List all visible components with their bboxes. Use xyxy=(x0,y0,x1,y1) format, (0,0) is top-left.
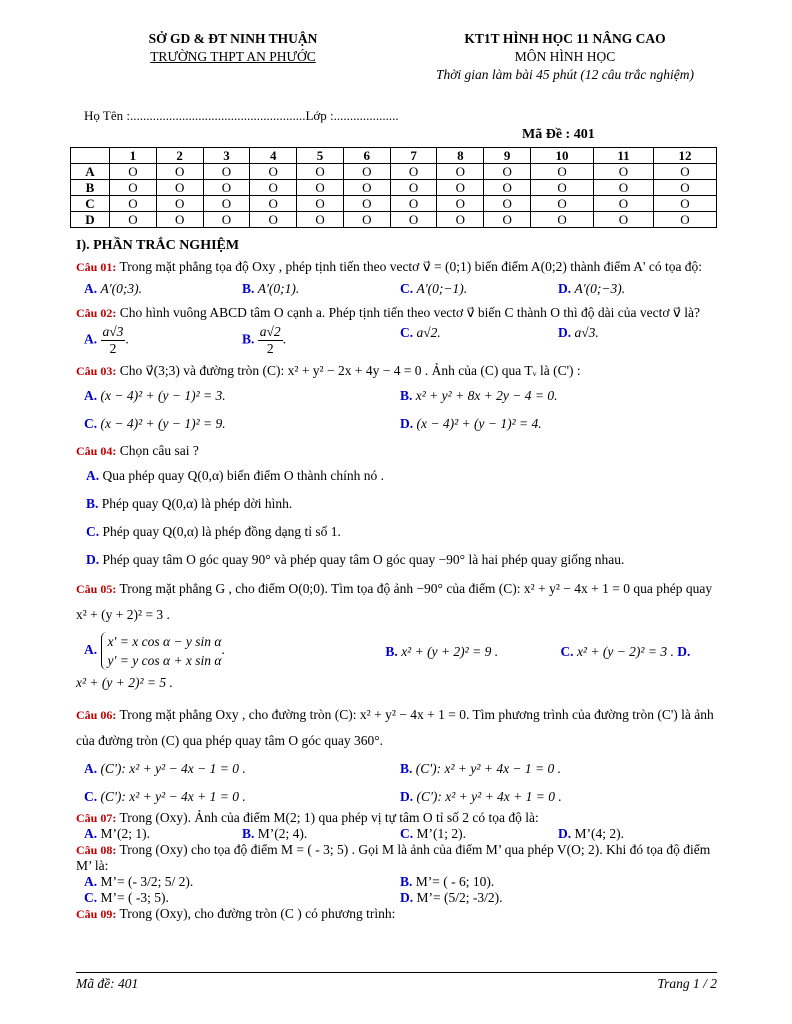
option-d[interactable]: D. (C'): x² + y² + 4x + 1 = 0 . xyxy=(400,789,562,804)
answer-bubble[interactable]: O xyxy=(653,180,716,196)
answer-bubble[interactable]: O xyxy=(484,164,531,180)
answer-bubble[interactable]: O xyxy=(110,196,157,212)
answer-bubble[interactable]: O xyxy=(156,180,203,196)
option-c[interactable]: C. M’(1; 2). xyxy=(400,826,466,841)
question-3 xyxy=(76,360,716,382)
question-6 xyxy=(76,702,716,754)
answer-bubble[interactable]: O xyxy=(156,196,203,212)
option-a[interactable]: A. A'(0;3). xyxy=(84,281,142,296)
question-7 xyxy=(76,810,716,826)
option-text: (x − 4)² + (y − 1)² = 3. xyxy=(100,388,226,403)
answer-bubble[interactable]: O xyxy=(531,212,594,228)
option-b[interactable]: B. M’= ( - 6; 10). xyxy=(400,874,495,889)
fraction xyxy=(258,324,283,357)
answer-bubble[interactable]: O xyxy=(390,212,437,228)
option-b[interactable]: B. $\frac{a√2}{2}$ . xyxy=(242,324,287,356)
option-text: M’(2; 4). xyxy=(257,826,308,841)
col-header: 1 xyxy=(110,148,157,164)
fraction-den: 2 xyxy=(266,341,274,356)
questions-content xyxy=(76,235,716,922)
answer-bubble[interactable]: O xyxy=(594,212,654,228)
option-c[interactable]: C. x² + (y − 2)² = 3 . D. xyxy=(560,643,691,659)
question-2 xyxy=(76,302,716,324)
answer-bubble[interactable]: O xyxy=(156,164,203,180)
fraction xyxy=(101,324,126,357)
answer-bubble[interactable]: O xyxy=(653,164,716,180)
answer-row-d xyxy=(71,212,717,228)
answer-bubble[interactable]: O xyxy=(531,180,594,196)
fraction-den: 2 xyxy=(109,341,117,356)
options-q3-ab xyxy=(76,382,716,410)
question-number: Câu 02: xyxy=(76,306,117,320)
option-text: x² + y² + 8x + 2y − 4 = 0. xyxy=(415,388,558,403)
options-q8-ab xyxy=(76,874,716,890)
option-text: M’(2; 1). xyxy=(100,826,150,841)
exam-title: KT1T HÌNH HỌC 11 NÂNG CAO xyxy=(464,31,666,46)
answer-bubble[interactable]: O xyxy=(437,212,484,228)
answer-bubble[interactable]: O xyxy=(484,196,531,212)
answer-bubble[interactable]: O xyxy=(250,180,297,196)
col-header: 8 xyxy=(437,148,484,164)
option-a[interactable]: A. M’(2; 1). xyxy=(84,826,150,841)
answer-bubble[interactable]: O xyxy=(437,180,484,196)
answer-bubble[interactable]: O xyxy=(437,164,484,180)
answer-bubble[interactable]: O xyxy=(156,212,203,228)
question-text: Cho hình vuông ABCD tâm O cạnh a. Phép tịnh tiến theo vectơ v⃗ biến C thành O thì độ dài của vectơ v⃗ là? xyxy=(116,305,700,320)
options-q2 xyxy=(76,324,716,357)
col-header: 6 xyxy=(343,148,390,164)
question-8 xyxy=(76,842,716,874)
options-q6-ab xyxy=(76,754,716,784)
answer-bubble[interactable]: O xyxy=(203,196,250,212)
question-number: Câu 01: xyxy=(76,260,117,274)
question-1 xyxy=(76,256,716,278)
option-a[interactable]: A. (x − 4)² + (y − 1)² = 3. xyxy=(84,388,226,403)
question-number: Câu 05: xyxy=(76,582,117,596)
option-c[interactable]: C. A'(0;−1). xyxy=(400,281,468,296)
col-header: 10 xyxy=(531,148,594,164)
answer-bubble[interactable]: O xyxy=(653,212,716,228)
answer-bubble[interactable]: O xyxy=(343,180,390,196)
question-text: Trong (Oxy) cho tọa độ điểm M = ( - 3; 5) . Gọi M là ảnh của điểm M’ qua phép V(O; 2). Khi đó tọa độ điểm M’ là: xyxy=(76,842,711,873)
row-label: A xyxy=(71,164,110,180)
option-text: M’= ( - 6; 10). xyxy=(415,874,495,889)
question-5 xyxy=(76,576,716,628)
answer-bubble[interactable]: O xyxy=(250,164,297,180)
option-text: (C'): x² + y² − 4x + 1 = 0 . xyxy=(100,789,246,804)
option-text: A'(0;3). xyxy=(100,281,142,296)
answer-bubble[interactable]: O xyxy=(297,180,344,196)
answer-bubble[interactable]: O xyxy=(594,164,654,180)
options-q8-cd xyxy=(76,890,716,906)
answer-bubble[interactable]: O xyxy=(203,212,250,228)
answer-bubble[interactable]: O xyxy=(390,164,437,180)
answer-bubble[interactable]: O xyxy=(110,212,157,228)
option-b[interactable]: B. x² + (y + 2)² = 9 . xyxy=(385,643,499,659)
corner-cell xyxy=(71,148,110,164)
option-text: M’= (- 3/2; 5/ 2). xyxy=(100,874,194,889)
answer-bubble[interactable]: O xyxy=(594,196,654,212)
option-a[interactable]: A. Qua phép quay Q(0,α) biến điểm O thành chính nó . xyxy=(86,468,385,483)
option-a[interactable]: A. x' = x cos α − y sin α y' = y cos α + x sin α . xyxy=(84,634,225,668)
school-name: TRƯỜNG THPT AN PHƯỚC xyxy=(150,49,316,64)
option-d[interactable] xyxy=(76,670,716,696)
option-text: (C'): x² + y² − 4x − 1 = 0 . xyxy=(100,761,246,776)
option-text: x² + (y − 2)² = 3 . xyxy=(576,643,674,659)
subject-name: MÔN HÌNH HỌC xyxy=(514,49,616,64)
option-d[interactable]: D. a√3. xyxy=(558,325,599,340)
question-number: Câu 04: xyxy=(76,444,117,458)
exam-code: Mã Đề : 401 xyxy=(522,127,595,142)
question-number: Câu 08: xyxy=(76,843,117,857)
option-c[interactable]: C. Phép quay Q(0,α) là phép đồng dạng tỉ số 1. xyxy=(86,524,341,539)
equation-line: x' = x cos α − y sin α xyxy=(107,634,222,649)
col-header: 5 xyxy=(297,148,344,164)
option-text: A'(0;1). xyxy=(257,281,300,296)
answer-bubble[interactable]: O xyxy=(343,212,390,228)
answer-bubble[interactable]: O xyxy=(484,212,531,228)
answer-bubble[interactable]: O xyxy=(297,164,344,180)
row-label: D xyxy=(71,212,110,228)
option-text: a√2. xyxy=(416,325,441,340)
question-text: Chọn câu sai ? xyxy=(116,443,199,458)
question-text: Trong mặt phẳng G , cho điểm O(0;0). Tìm tọa độ ảnh −90° của điểm (C): x² + y² − 4x + 1 = 0 qua phép quay x² + (y + 2)² = 3 . xyxy=(76,581,713,622)
option-b[interactable]: B. Phép quay Q(0,α) là phép dời hình. xyxy=(86,496,293,511)
row-label: C xyxy=(71,196,110,212)
answer-row-a xyxy=(71,164,717,180)
option-b[interactable]: B. A'(0;1). xyxy=(242,281,300,296)
option-text: A'(0;−1). xyxy=(416,281,468,296)
department-name: SỞ GD & ĐT NINH THUẬN xyxy=(148,31,318,46)
student-info-line: Họ Tên :......................................................Lớp :.................... xyxy=(84,108,399,123)
option-d[interactable]: D. A'(0;−3). xyxy=(558,281,626,296)
question-text: Trong (Oxy). Ảnh của điểm M(2; 1) qua phép vị tự tâm O tỉ số 2 có tọa độ là: xyxy=(116,810,539,825)
option-text: (x − 4)² + (y − 1)² = 9. xyxy=(100,416,226,431)
page-footer xyxy=(76,972,717,992)
col-header: 2 xyxy=(156,148,203,164)
answer-bubble[interactable]: O xyxy=(250,212,297,228)
answer-bubble[interactable]: O xyxy=(297,196,344,212)
answer-bubble[interactable]: O xyxy=(343,164,390,180)
answer-bubble[interactable]: O xyxy=(250,196,297,212)
col-header: 12 xyxy=(653,148,716,164)
equation-line: y' = y cos α + x sin α xyxy=(107,653,222,668)
option-d[interactable]: D. M’= (5/2; -3/2). xyxy=(400,890,503,905)
option-text: M’(4; 2). xyxy=(574,826,624,841)
option-d[interactable]: D. (x − 4)² + (y − 1)² = 4. xyxy=(400,416,542,431)
option-text: (x − 4)² + (y − 1)² = 4. xyxy=(416,416,542,431)
row-label: B xyxy=(71,180,110,196)
option-text: x² + (y + 2)² = 5 . xyxy=(76,675,173,690)
answer-bubble[interactable]: O xyxy=(484,180,531,196)
question-number: Câu 09: xyxy=(76,907,117,921)
col-header: 7 xyxy=(390,148,437,164)
header-left xyxy=(108,30,358,66)
section-title: I). PHẦN TRẮC NGHIỆM xyxy=(76,238,240,253)
answer-bubble[interactable]: O xyxy=(531,196,594,212)
col-header: 3 xyxy=(203,148,250,164)
option-c[interactable]: C. (x − 4)² + (y − 1)² = 9. xyxy=(84,416,226,431)
equation-system xyxy=(101,632,222,670)
answer-bubble[interactable]: O xyxy=(203,164,250,180)
option-text: Phép quay Q(0,α) là phép dời hình. xyxy=(101,496,293,511)
answer-bubble[interactable]: O xyxy=(343,196,390,212)
question-9 xyxy=(76,906,716,922)
options-q7 xyxy=(76,826,716,842)
header-right xyxy=(400,30,730,84)
footer-exam-code: Mã đề: 401 xyxy=(76,976,139,991)
option-text: M’(1; 2). xyxy=(416,826,466,841)
answer-bubble[interactable]: O xyxy=(297,212,344,228)
answer-table-header xyxy=(71,148,717,164)
option-b[interactable]: B. M’(2; 4). xyxy=(242,826,308,841)
option-a[interactable]: A. M’= (- 3/2; 5/ 2). xyxy=(84,874,194,889)
option-a[interactable]: A. $\frac{a√3}{2}$ . xyxy=(84,324,129,356)
question-number: Câu 07: xyxy=(76,811,117,825)
answer-row-b xyxy=(71,180,717,196)
answer-bubble[interactable]: O xyxy=(110,164,157,180)
question-text: Trong mặt phẳng tọa độ Oxy , phép tịnh tiến theo vectơ v⃗ = (0;1) biến điểm A(0;2) thành điểm A' có tọa độ: xyxy=(116,259,703,274)
answer-row-c xyxy=(71,196,717,212)
option-text: x² + (y + 2)² = 9 . xyxy=(401,643,499,659)
option-d[interactable]: D. M’(4; 2). xyxy=(558,826,624,841)
answer-bubble[interactable]: O xyxy=(110,180,157,196)
fraction-num: a√3 xyxy=(102,324,124,339)
option-text: Phép quay tâm O góc quay 90° và phép quay tâm O góc quay −90° là hai phép quay giống nhau. xyxy=(102,552,625,567)
option-text: (C'): x² + y² + 4x + 1 = 0 . xyxy=(416,789,562,804)
answer-bubble[interactable]: O xyxy=(437,196,484,212)
options-q3-cd xyxy=(76,410,716,438)
option-text: Phép quay Q(0,α) là phép đồng dạng tỉ số 1. xyxy=(102,524,341,539)
option-c[interactable]: C. (C'): x² + y² − 4x + 1 = 0 . xyxy=(84,789,246,804)
options-q1 xyxy=(76,278,716,299)
question-4 xyxy=(76,440,716,462)
answer-bubble[interactable]: O xyxy=(203,180,250,196)
options-q5 xyxy=(76,632,716,670)
answer-bubble[interactable]: O xyxy=(390,196,437,212)
answer-bubble[interactable]: O xyxy=(653,196,716,212)
option-text: M’= ( -3; 5). xyxy=(100,890,169,905)
option-text: A'(0;−3). xyxy=(574,281,626,296)
exam-time: Thời gian làm bài 45 phút (12 câu trắc nghiệm) xyxy=(435,67,695,82)
question-text: Cho v⃗(3;3) và đường tròn (C): x² + y² − 2x + 4y − 4 = 0 . Ảnh của (C) qua Tᵥ là (C') : xyxy=(116,363,581,378)
answer-table xyxy=(70,147,717,228)
answer-bubble[interactable]: O xyxy=(594,180,654,196)
question-text: Trong (Oxy), cho đường tròn (C ) có phương trình: xyxy=(116,906,396,921)
option-a[interactable]: A. (C'): x² + y² − 4x − 1 = 0 . xyxy=(84,761,246,776)
option-text: (C'): x² + y² + 4x − 1 = 0 . xyxy=(415,761,562,776)
question-text: Trong mặt phẳng Oxy , cho đường tròn (C): x² + y² − 4x + 1 = 0. Tìm phương trình của đường tròn (C') là ảnh của đường tròn (C) qua phép quay tâm O góc quay 360°. xyxy=(76,707,714,748)
fraction-num: a√2 xyxy=(259,324,281,339)
options-q6-cd xyxy=(76,784,716,810)
col-header: 4 xyxy=(250,148,297,164)
question-number: Câu 03: xyxy=(76,364,117,378)
question-number: Câu 06: xyxy=(76,708,117,722)
option-b[interactable]: B. (C'): x² + y² + 4x − 1 = 0 . xyxy=(400,761,562,776)
option-text: Qua phép quay Q(0,α) biến điểm O thành chính nó . xyxy=(102,468,385,483)
option-text: M’= (5/2; -3/2). xyxy=(416,890,503,905)
option-c[interactable]: C. M’= ( -3; 5). xyxy=(84,890,169,905)
footer-page-number: Trang 1 / 2 xyxy=(657,976,717,991)
answer-bubble[interactable]: O xyxy=(531,164,594,180)
option-d[interactable]: D. Phép quay tâm O góc quay 90° và phép quay tâm O góc quay −90° là hai phép quay giống nhau. xyxy=(86,552,625,567)
col-header: 9 xyxy=(484,148,531,164)
option-text: a√3. xyxy=(574,325,599,340)
answer-bubble[interactable]: O xyxy=(390,180,437,196)
col-header: 11 xyxy=(594,148,654,164)
option-c[interactable]: C. a√2. xyxy=(400,325,441,340)
option-b[interactable]: B. x² + y² + 8x + 2y − 4 = 0. xyxy=(400,388,558,403)
